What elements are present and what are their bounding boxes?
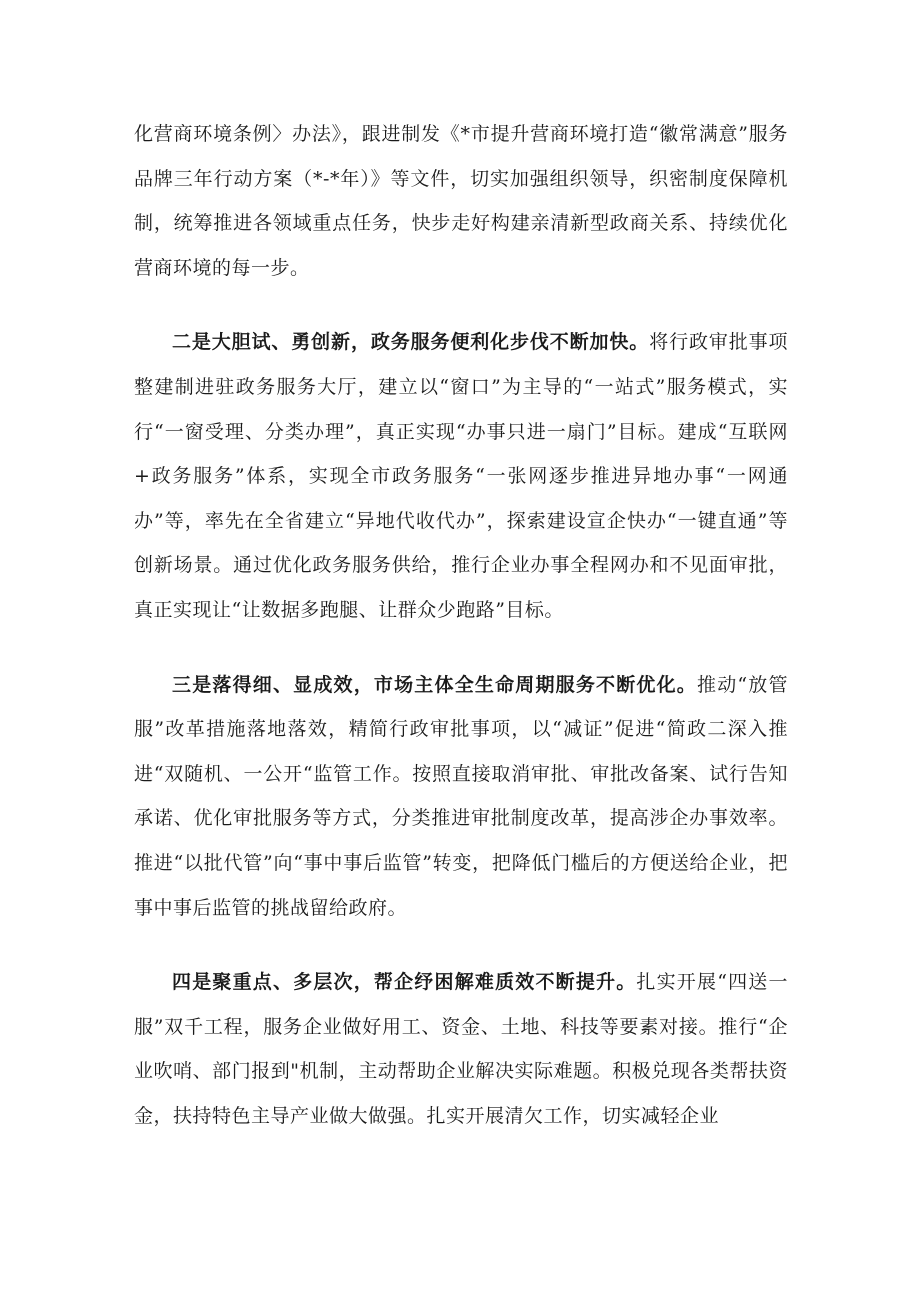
paragraph-point-2 (134, 320, 788, 632)
paragraph-body: 推动“放管服”改革措施落地落效，精简行政审批事项，以“减证”促进“简政二深入推进“双随机、一公开“监管工作。按照直接取消审批、审批改备案、试行告知承诺、优化审批服务等方式，分类推进审批制度改革，提高涉企办事效率。推进“以批代管”向“事中事后监管”转变，把降低门槛后的方便送给企业，把事中事后监管的挑战留给政府。 (134, 673, 788, 919)
paragraph-lead: 四是聚重点、多层次，帮企纾困解难质效不断提升。 (172, 971, 637, 994)
paragraph-lead: 二是大胆试、勇创新，政务服务便利化步伐不断加快。 (172, 331, 650, 354)
paragraph-continued (134, 112, 788, 290)
paragraph-point-4 (134, 960, 788, 1138)
paragraph-lead: 三是落得细、显成效，市场主体全生命周期服务不断优化。 (172, 673, 697, 696)
paragraph-point-3 (134, 663, 788, 931)
paragraph-body: 将行政审批事项整建制进驻政务服务大厅，建立以“窗口”为主导的“一站式”服务模式，实行“一窗受理、分类办理”，真正实现“办事只进一扇门”目标。建成“互联网+政务服务”体系，实现全市政务服务“一张网逐步推进异地办事“一网通办”等，率先在全省建立“异地代收代办”，探索建设宣企快办“一键直通”等创新场景。通过优化政务服务供给，推行企业办事全程网办和不见面审批，真正实现让“让数据多跑腿、让群众少跑路”目标。 (134, 331, 788, 621)
paragraph-body: 化营商环境条例〉办法》，跟进制发《*市提升营商环境打造“徽常满意”服务品牌三年行动方案（*-*年）》等文件，切实加强组织领导，织密制度保障机制，统筹推进各领域重点任务，快步走好构建亲清新型政商关系、持续优化营商环境的每一步。 (134, 123, 788, 279)
paragraph-body: 扎实开展“四送一服”双千工程，服务企业做好用工、资金、土地、科技等要素对接。推行“企业吹哨、部门报到"机制，主动帮助企业解决实际难题。积极兑现各类帮扶资金，扶持特色主导产业做大做强。扎实开展清欠工作，切实减轻企业 (134, 971, 788, 1127)
